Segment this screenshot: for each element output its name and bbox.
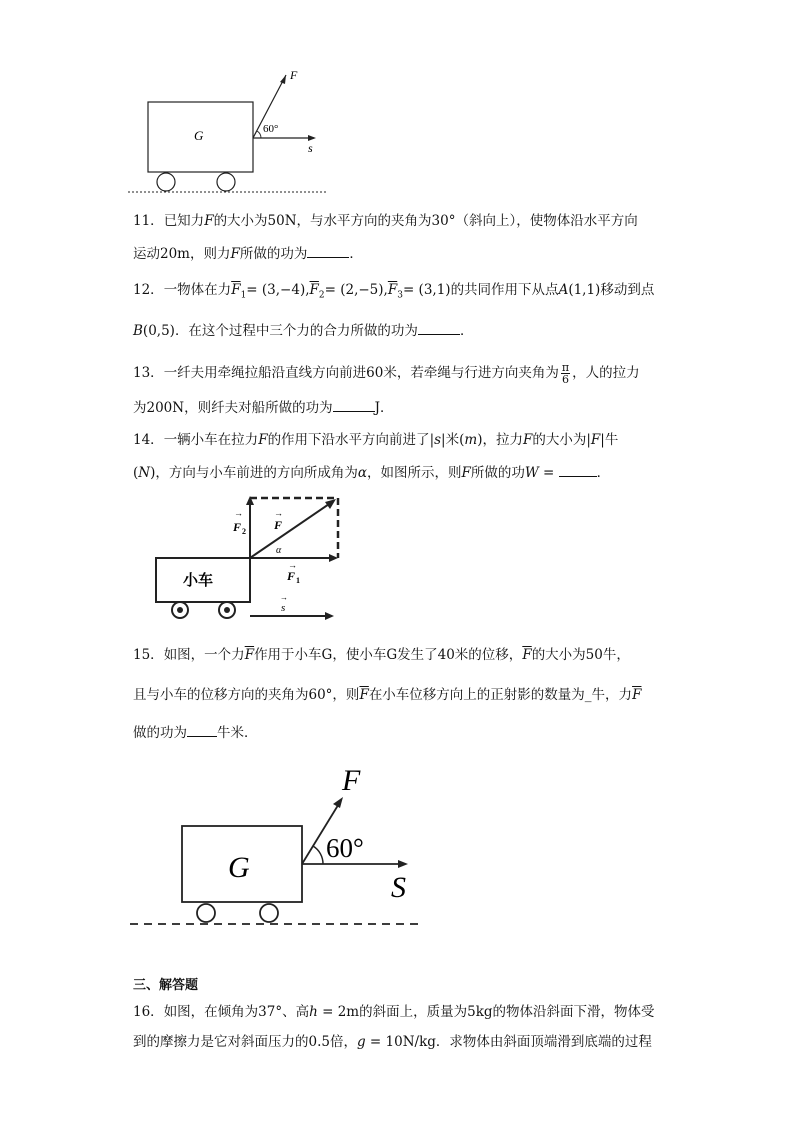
question-13: 13．一纤夫用牵绳拉船沿直线方向前进60米，若牵绳与行进方向夹角为 $\frac{\pi}{6}$ ，人的拉力 [133,361,640,386]
question-14-line2: (N)，方向与小车前进的方向所成角为α，如图所示，则F所做的功W = ． [133,462,610,483]
f-vector-arrow: → [274,508,283,518]
wheel [217,173,235,191]
s-label: s [281,602,286,614]
displacement-arrowhead [398,860,408,868]
f2-vector-arrow: → [234,508,243,518]
f2-subscript: 2 [242,527,246,536]
figure-cart-force-small [128,66,338,196]
cart-label: G [228,851,250,884]
question-12: 12．一物体在力$\overline{F}_1= (3,-4),\overline{F}_2= (2,-5),\overline{F}_3= (3,1)$的共同作用下从点A(1,1)移动到点 [133,282,655,301]
cart-label: G [194,128,204,143]
force-arrowhead [280,75,286,84]
question-16: 16．如图，在倾角为37°、高h = 2m的斜面上，质量为5kg的物体沿斜面下滑，物体受 [133,1004,655,1020]
wheel [260,904,278,922]
wheel-hub [177,607,183,613]
force-f-arrowhead [325,499,336,509]
question-15: 15．如图，一个力$\overline{F}$作用于小车G，使小车G发生了40米的位移，$\overline{F}$的大小为50牛， [133,647,630,663]
angle-label: 60° [326,833,364,863]
question-11-line2: 运动20m，则力F所做的功为 ． [133,243,363,264]
f1-subscript: 1 [296,576,300,585]
force-f1-arrowhead [329,554,338,562]
wheel-hub [224,607,230,613]
car-label: 小车 [183,573,214,589]
force-f-arrow [250,502,332,558]
figure-car-force-decomposition [150,490,350,625]
answer-blank[interactable] [187,722,217,737]
question-12-line2: B(0,5)．在这个过程中三个力的合力所做的功为 ． [133,320,473,341]
answer-blank[interactable] [333,397,375,412]
force-arrowhead [333,797,343,808]
displacement-label: s [308,141,313,155]
displacement-arrowhead [325,612,334,620]
displacement-label: S [391,871,406,904]
question-15-line2: 且与小车的位移方向的夹角为60°，则$\overline{F}$在小车位移方向上的正射影的数量为_牛，力$\overline{F}$ [133,687,642,703]
f-label: F [274,518,283,532]
force-label: F [342,764,361,797]
s-vector-arrow: → [280,593,288,602]
question-14: 14．一辆小车在拉力F的作用下沿水平方向前进了|s|米(m)，拉力F的大小为|F|牛 [133,432,619,448]
f1-vector-arrow: → [288,560,297,570]
wheel [197,904,215,922]
wheel [157,173,175,191]
figure-cart-force-large [130,760,430,930]
question-13-line2: 为200N，则纤夫对船所做的功为 J． [133,397,394,418]
answer-blank[interactable] [559,462,597,477]
f2-label: F [233,520,242,534]
angle-label: 60° [263,123,279,135]
angle-arc [257,131,261,138]
f1-label: F [287,569,296,583]
question-11: 11．已知力F的大小为50N，与水平方向的夹角为30°（斜向上），使物体沿水平方向 [133,213,638,229]
answer-blank[interactable] [418,320,460,335]
section-title: 三、解答题 [133,978,199,993]
angle-arc [313,846,323,864]
alpha-label: α [276,545,282,556]
fraction-pi-over-6: $\frac{\pi}{6}$ [561,361,570,386]
question-16-line2: 到的摩擦力是它对斜面压力的0.5倍，g = 10N/kg．求物体由斜面顶端滑到底端的过程 [133,1034,652,1050]
question-15-line3: 做的功为 牛米． [133,722,258,743]
answer-blank[interactable] [307,243,349,258]
force-label: F [290,68,298,82]
